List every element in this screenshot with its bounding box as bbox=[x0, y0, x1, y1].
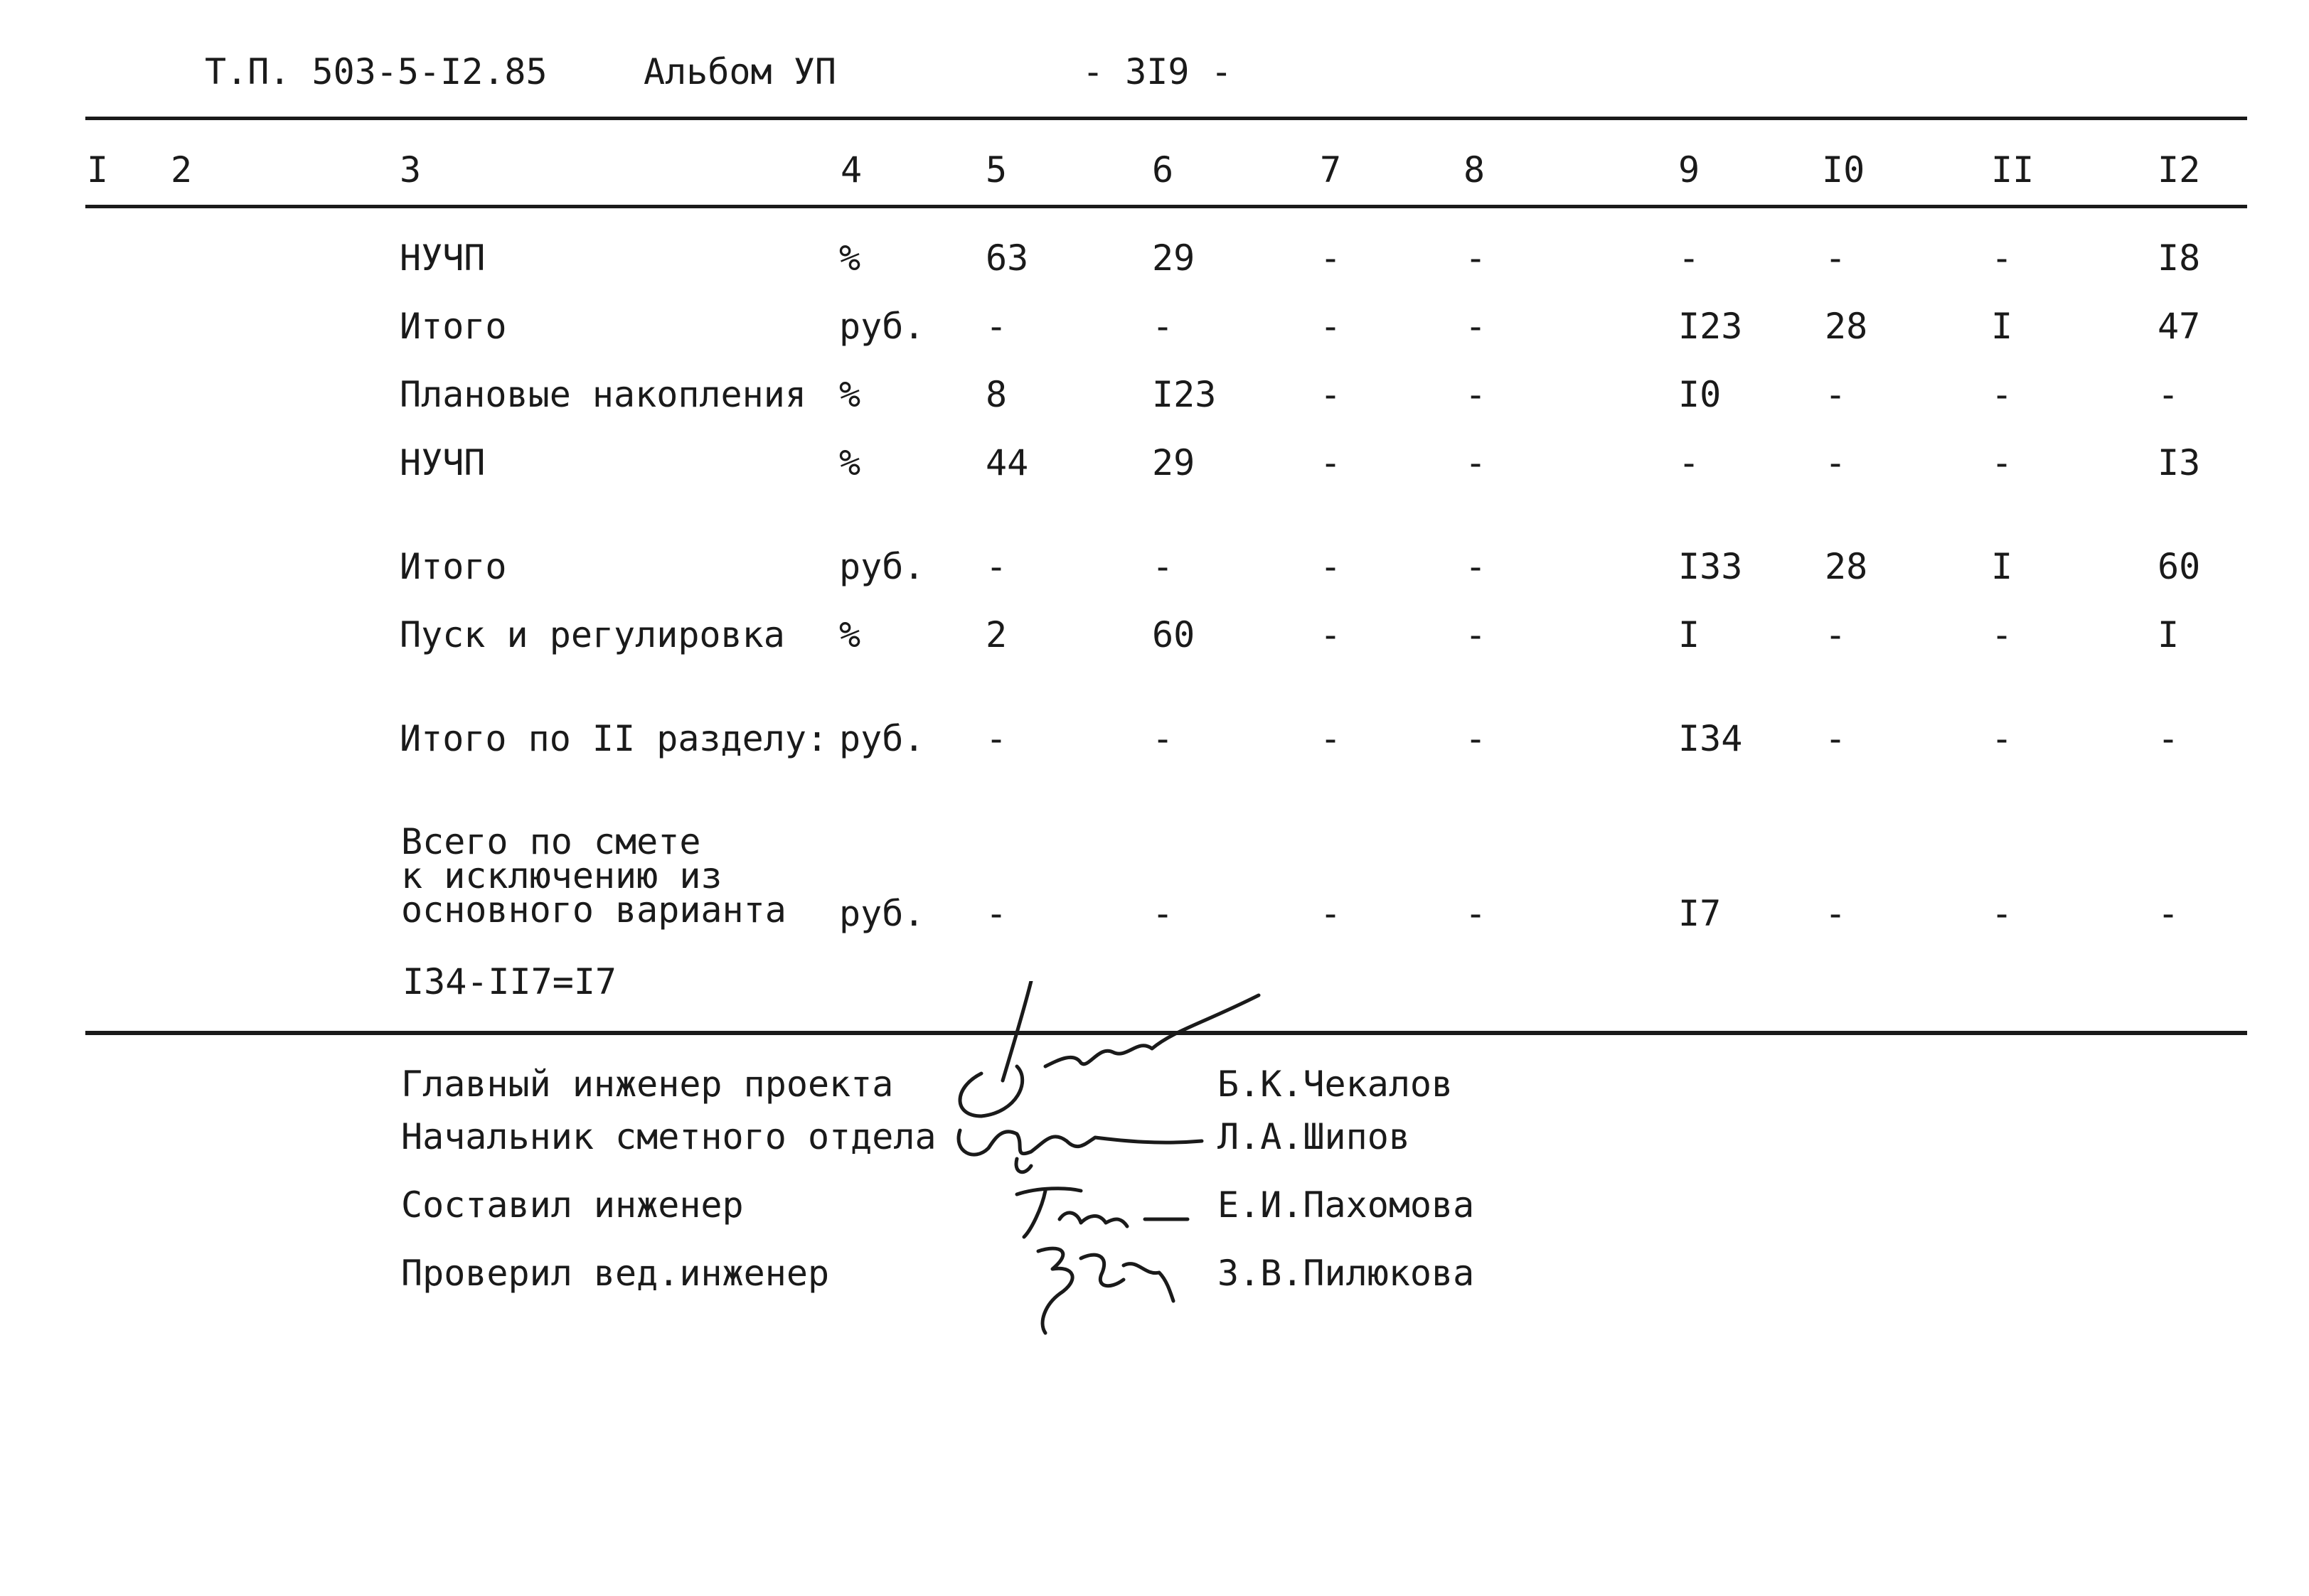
value-cell: - bbox=[1678, 442, 1700, 483]
value-cell: 29 bbox=[1152, 442, 1195, 483]
row-label: Пуск и регулировка bbox=[400, 614, 785, 655]
value-cell: - bbox=[1991, 442, 2013, 483]
value-cell: - bbox=[1320, 546, 1342, 587]
unit-cell: руб. bbox=[839, 893, 925, 934]
col-1: I bbox=[87, 149, 109, 191]
signature-name: З.В.Пилюкова bbox=[1217, 1253, 1475, 1294]
value-cell: - bbox=[1465, 614, 1487, 655]
unit-cell: % bbox=[839, 614, 861, 655]
row-label: Плановые накопления bbox=[400, 374, 806, 415]
value-cell: - bbox=[1152, 306, 1174, 347]
top-rule bbox=[85, 117, 2247, 120]
value-cell: - bbox=[1465, 374, 1487, 415]
value-cell: - bbox=[1320, 374, 1342, 415]
row-label: НУЧП bbox=[400, 442, 486, 483]
value-cell: I23 bbox=[1152, 374, 1217, 415]
total-label-line: основного варианта bbox=[401, 889, 786, 931]
unit-cell: руб. bbox=[839, 306, 925, 347]
value-cell: I0 bbox=[1678, 374, 1722, 415]
value-cell: 8 bbox=[986, 374, 1008, 415]
value-cell: - bbox=[1320, 718, 1342, 759]
value-cell: I34 bbox=[1678, 718, 1743, 759]
value-cell: - bbox=[1825, 442, 1847, 483]
col-7: 7 bbox=[1320, 149, 1342, 191]
signature-scribble-chief bbox=[939, 981, 1266, 1123]
value-cell: - bbox=[1991, 374, 2013, 415]
signature-role: Главный инженер проекта bbox=[401, 1064, 894, 1105]
value-cell: 47 bbox=[2158, 306, 2201, 347]
unit-cell: руб. bbox=[839, 546, 925, 587]
signature-name: Б.К.Чекалов bbox=[1217, 1064, 1454, 1105]
value-cell: 60 bbox=[1152, 614, 1195, 655]
value-cell: 28 bbox=[1825, 306, 1868, 347]
value-cell: - bbox=[1465, 237, 1487, 279]
value-cell: - bbox=[1320, 893, 1342, 934]
value-cell: - bbox=[1465, 546, 1487, 587]
total-label bbox=[401, 821, 786, 931]
value-cell: - bbox=[1825, 614, 1847, 655]
value-cell: - bbox=[1152, 718, 1174, 759]
row-label: Итого по II разделу: bbox=[400, 718, 828, 759]
value-cell: - bbox=[1825, 718, 1847, 759]
col-4: 4 bbox=[841, 149, 863, 191]
value-cell: I23 bbox=[1678, 306, 1743, 347]
col-9: 9 bbox=[1678, 149, 1700, 191]
value-cell: I bbox=[1678, 614, 1700, 655]
col-12: I2 bbox=[2158, 149, 2201, 191]
signature-scribble-head bbox=[946, 1109, 1209, 1180]
value-cell: 60 bbox=[2158, 546, 2201, 587]
col-2: 2 bbox=[171, 149, 193, 191]
value-cell: - bbox=[1825, 893, 1847, 934]
value-cell: I3 bbox=[2158, 442, 2201, 483]
value-cell: - bbox=[2158, 718, 2180, 759]
value-cell: - bbox=[1320, 237, 1342, 279]
value-cell: - bbox=[986, 546, 1008, 587]
value-cell: - bbox=[1991, 718, 2013, 759]
page-number: - 3I9 - bbox=[1082, 51, 1232, 92]
col-5: 5 bbox=[986, 149, 1008, 191]
value-cell: - bbox=[1152, 893, 1174, 934]
col-8: 8 bbox=[1463, 149, 1486, 191]
signature-scribble-checker bbox=[1024, 1237, 1180, 1337]
signature-role: Составил инженер bbox=[401, 1184, 744, 1226]
col-3: 3 bbox=[400, 149, 422, 191]
value-cell: - bbox=[1465, 306, 1487, 347]
value-cell: - bbox=[1152, 546, 1174, 587]
album-label: Альбом УП bbox=[644, 51, 836, 92]
value-cell: - bbox=[1825, 237, 1847, 279]
col-10: I0 bbox=[1822, 149, 1865, 191]
value-cell: I7 bbox=[1678, 893, 1722, 934]
total-label-line: Всего по смете bbox=[401, 821, 701, 862]
formula: I34-II7=I7 bbox=[402, 961, 617, 1002]
value-cell: - bbox=[1465, 442, 1487, 483]
value-cell: 44 bbox=[986, 442, 1029, 483]
signature-name: Л.А.Шипов bbox=[1217, 1116, 1410, 1157]
row-label: Итого bbox=[400, 306, 507, 347]
total-label-line: к исключению из bbox=[401, 855, 722, 896]
signature-role: Проверил вед.инженер bbox=[401, 1253, 830, 1294]
unit-cell: % bbox=[839, 442, 861, 483]
value-cell: I33 bbox=[1678, 546, 1743, 587]
value-cell: 2 bbox=[986, 614, 1008, 655]
unit-cell: руб. bbox=[839, 718, 925, 759]
value-cell: I8 bbox=[2158, 237, 2201, 279]
value-cell: - bbox=[1320, 442, 1342, 483]
column-header-rule bbox=[85, 205, 2247, 208]
row-label: Итого bbox=[400, 546, 507, 587]
signature-name: Е.И.Пахомова bbox=[1217, 1184, 1475, 1226]
value-cell: I bbox=[2158, 614, 2180, 655]
value-cell: - bbox=[1320, 614, 1342, 655]
value-cell: - bbox=[1991, 614, 2013, 655]
signature-role: Начальник сметного отдела bbox=[401, 1116, 937, 1157]
value-cell: - bbox=[1991, 237, 2013, 279]
value-cell: 29 bbox=[1152, 237, 1195, 279]
row-label: НУЧП bbox=[400, 237, 486, 279]
value-cell: - bbox=[986, 893, 1008, 934]
value-cell: - bbox=[1678, 237, 1700, 279]
unit-cell: % bbox=[839, 374, 861, 415]
col-6: 6 bbox=[1152, 149, 1174, 191]
value-cell: I bbox=[1991, 306, 2013, 347]
document-code: Т.П. 503-5-I2.85 bbox=[205, 51, 548, 92]
col-11: II bbox=[1991, 149, 2035, 191]
value-cell: - bbox=[2158, 893, 2180, 934]
signature-scribble-compiler bbox=[1010, 1180, 1195, 1244]
value-cell: 28 bbox=[1825, 546, 1868, 587]
value-cell: - bbox=[1991, 893, 2013, 934]
value-cell: - bbox=[986, 718, 1008, 759]
value-cell: - bbox=[2158, 374, 2180, 415]
value-cell: - bbox=[986, 306, 1008, 347]
unit-cell: % bbox=[839, 237, 861, 279]
value-cell: - bbox=[1320, 306, 1342, 347]
value-cell: I bbox=[1991, 546, 2013, 587]
value-cell: - bbox=[1465, 893, 1487, 934]
value-cell: - bbox=[1825, 374, 1847, 415]
value-cell: 63 bbox=[986, 237, 1029, 279]
value-cell: - bbox=[1465, 718, 1487, 759]
